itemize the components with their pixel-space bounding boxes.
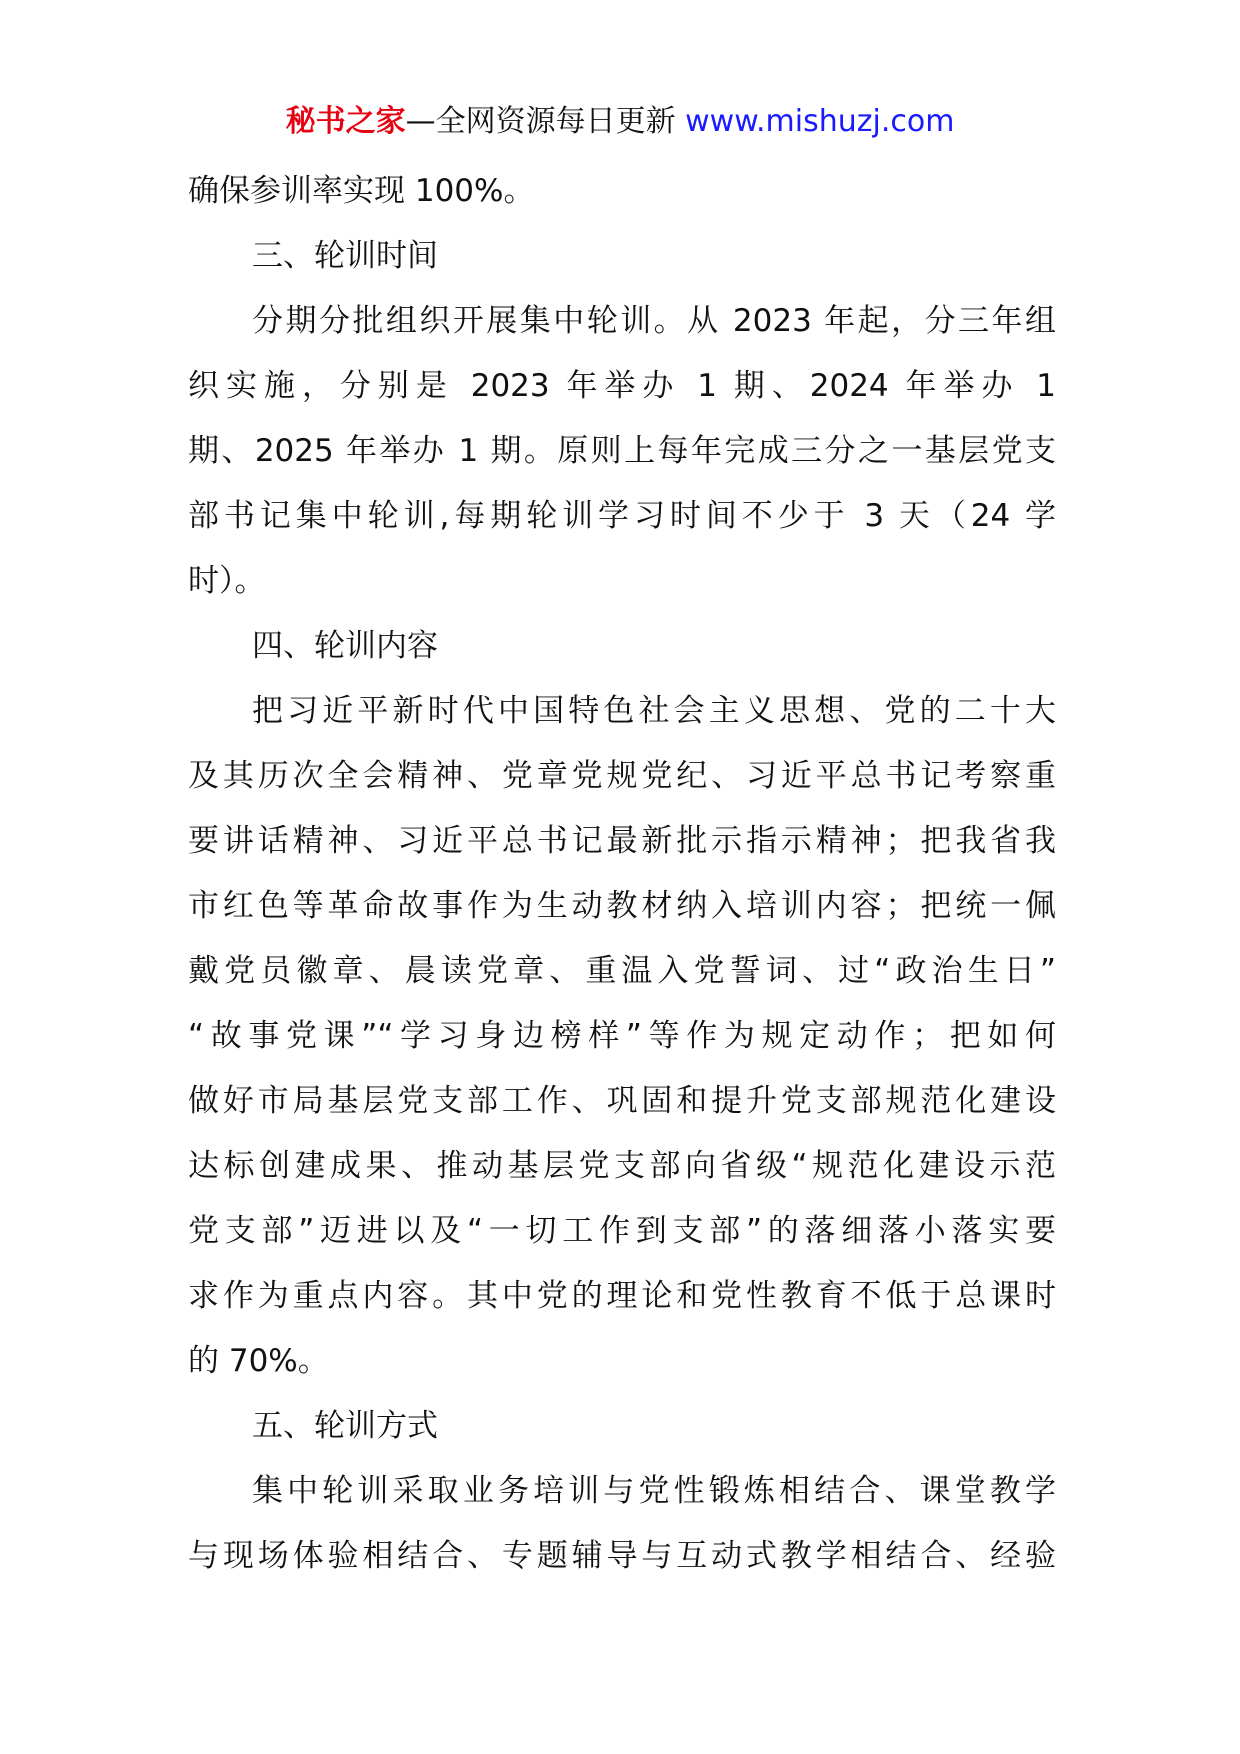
text-line: 党支部”迈进以及“一切工作到支部”的落细落小落实要 (188, 1213, 1056, 1249)
section-heading: 五、轮训方式 (252, 1408, 438, 1444)
text-line: 期、2025 年举办 1 期。原则上每年完成三分之一基层党支 (188, 433, 1056, 469)
brand-name: 秘书之家 (285, 104, 406, 139)
text-line: 市红色等革命故事作为生动教材纳入培训内容；把统一佩 (188, 888, 1056, 924)
text-line: 织实施，分别是 2023 年举办 1 期、2024 年举办 1 (188, 368, 1056, 404)
text-line: 与现场体验相结合、专题辅导与互动式教学相结合、经验 (188, 1538, 1056, 1574)
text-line: 部书记集中轮训,每期轮训学习时间不少于 3 天（24 学 (188, 498, 1056, 534)
text-line: 及其历次全会精神、党章党规党纪、习近平总书记考察重 (188, 758, 1056, 794)
text-line: 分期分批组织开展集中轮训。从 2023 年起，分三年组 (252, 303, 1056, 339)
document-body (188, 159, 1056, 1589)
header-tagline: —全网资源每日更新 (405, 104, 686, 139)
section-heading: 四、轮训内容 (252, 628, 438, 664)
text-line: 戴党员徽章、晨读党章、重温入党誓词、过“政治生日” (188, 953, 1056, 989)
text-line: 确保参训率实现 100%。 (188, 173, 535, 209)
text-line: 把习近平新时代中国特色社会主义思想、党的二十大 (252, 693, 1056, 729)
site-header (0, 100, 1240, 144)
site-url-link[interactable]: www.mishuzj.com (685, 104, 955, 139)
text-line: 达标创建成果、推动基层党支部向省级“规范化建设示范 (188, 1148, 1056, 1184)
section-heading: 三、轮训时间 (252, 238, 438, 274)
text-line: 求作为重点内容。其中党的理论和党性教育不低于总课时 (188, 1278, 1056, 1314)
text-line: 集中轮训采取业务培训与党性锻炼相结合、课堂教学 (252, 1473, 1056, 1509)
text-line: “故事党课”“学习身边榜样”等作为规定动作；把如何 (188, 1018, 1056, 1054)
text-line: 时）。 (188, 563, 266, 599)
text-line: 的 70%。 (188, 1343, 329, 1379)
text-line: 做好市局基层党支部工作、巩固和提升党支部规范化建设 (188, 1083, 1056, 1119)
text-line: 要讲话精神、习近平总书记最新批示指示精神；把我省我 (188, 823, 1056, 859)
